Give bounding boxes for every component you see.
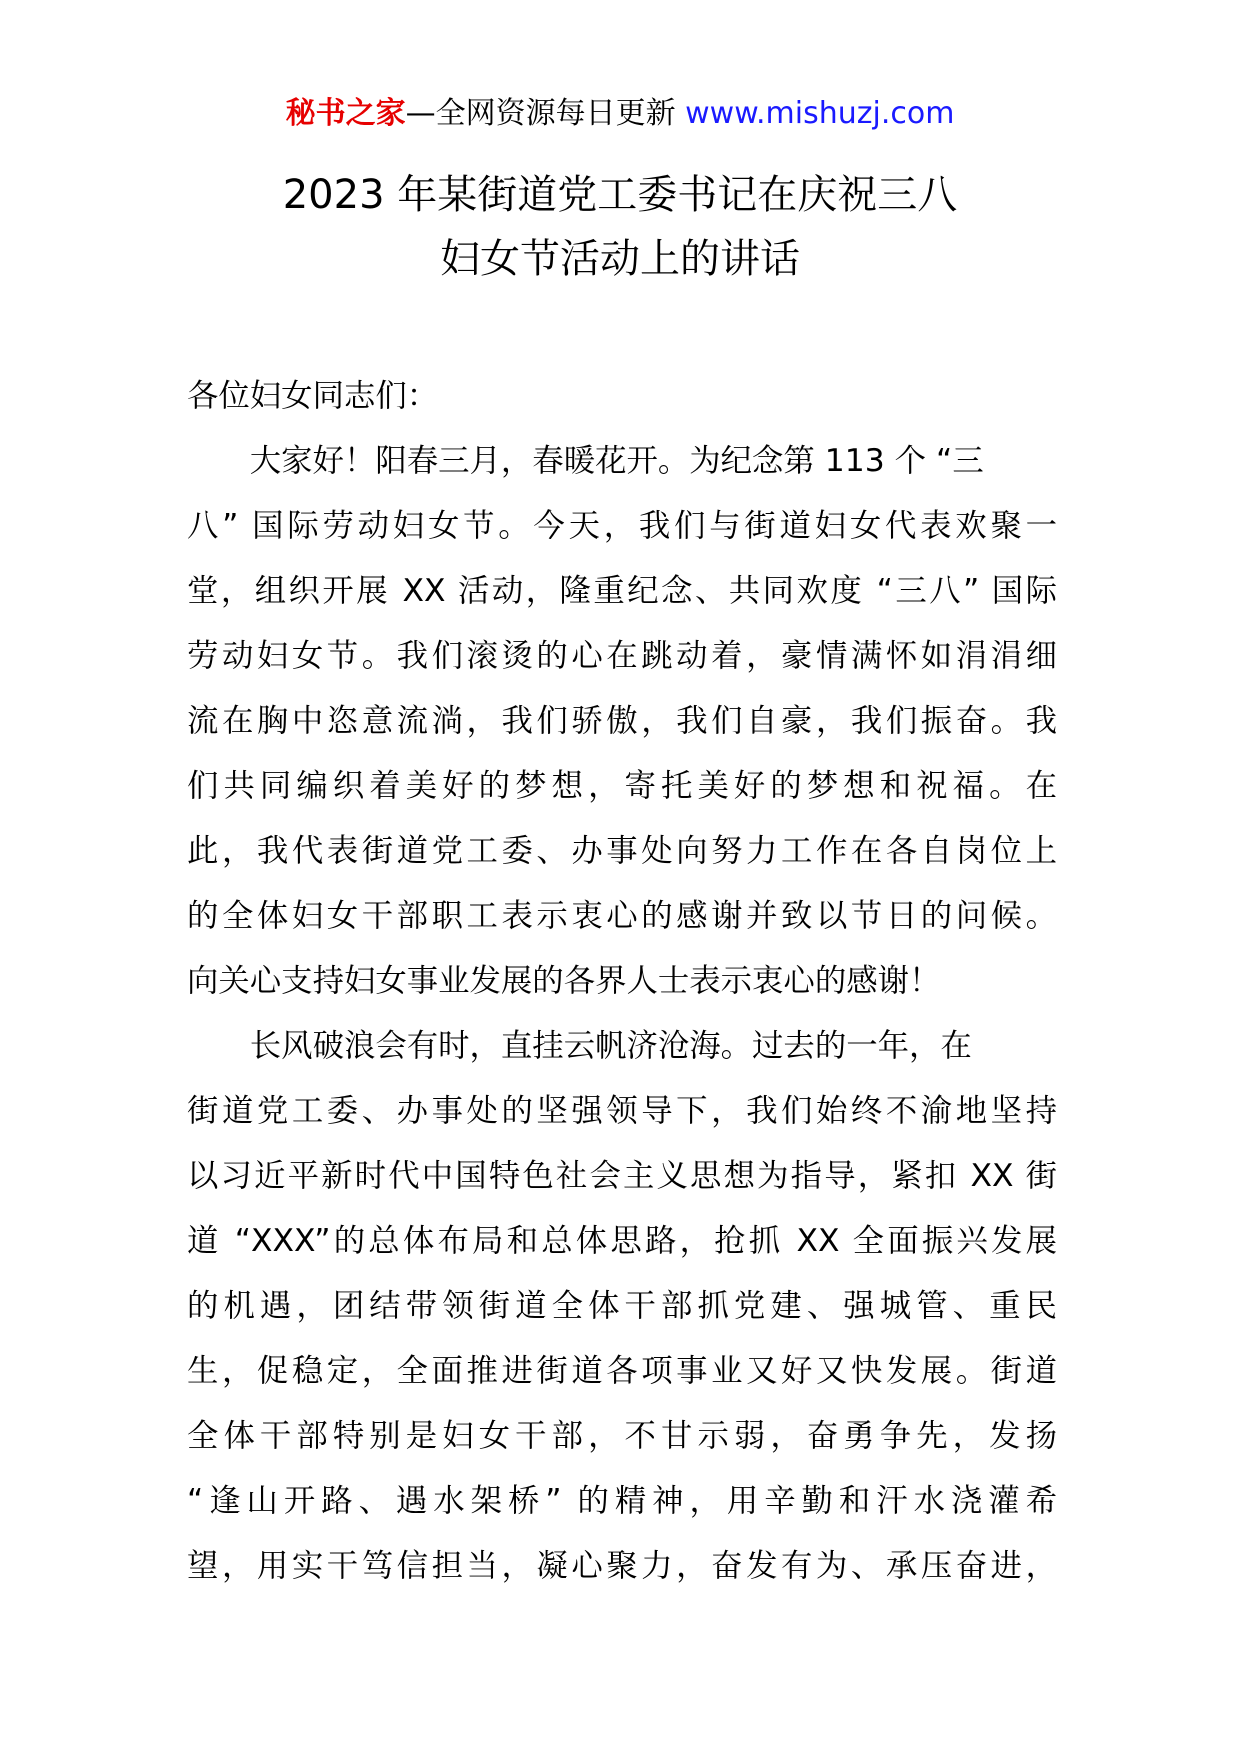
body-line: 堂，组织开展 XX 活动，隆重纪念、共同欢度 “三八” 国际 <box>187 573 1057 609</box>
title-line-2: 妇女节活动上的讲话 <box>440 236 800 282</box>
site-brand: 秘书之家 <box>285 96 406 131</box>
body-line: 的机遇，团结带领街道全体干部抓党建、强城管、重民 <box>187 1288 1057 1324</box>
body-line: 生，促稳定，全面推进街道各项事业又好又快发展。街道 <box>187 1353 1057 1389</box>
body-line: 的全体妇女干部职工表示衷心的感谢并致以节日的问候。 <box>187 898 1057 934</box>
document-body <box>187 364 1057 1599</box>
body-line: 大家好！阳春三月，春暖花开。为纪念第 113 个 “三 <box>187 443 984 479</box>
body-line: 全体干部特别是妇女干部，不甘示弱，奋勇争先，发扬 <box>187 1418 1057 1454</box>
body-line: 们共同编织着美好的梦想，寄托美好的梦想和祝福。在 <box>187 768 1057 804</box>
body-line: 此，我代表街道党工委、办事处向努力工作在各自岗位上 <box>187 833 1057 869</box>
body-line: 向关心支持妇女事业发展的各界人士表示衷心的感谢！ <box>187 963 941 999</box>
body-line: 长风破浪会有时，直挂云帆济沧海。过去的一年，在 <box>187 1028 972 1064</box>
body-line: 以习近平新时代中国特色社会主义思想为指导，紧扣 XX 街 <box>187 1158 1057 1194</box>
site-slogan: —全网资源每日更新 <box>405 96 686 131</box>
site-header <box>0 94 1240 134</box>
body-line: 八” 国际劳动妇女节。今天，我们与街道妇女代表欢聚一 <box>187 508 1057 544</box>
body-line: 流在胸中恣意流淌，我们骄傲，我们自豪，我们振奋。我 <box>187 703 1057 739</box>
site-url-link[interactable]: www.mishuzj.com <box>685 96 955 131</box>
body-line: 劳动妇女节。我们滚烫的心在跳动着，豪情满怀如涓涓细 <box>187 638 1057 674</box>
title-line-1: 2023 年某街道党工委书记在庆祝三八 <box>282 172 958 218</box>
body-line: 街道党工委、办事处的坚强领导下，我们始终不渝地坚持 <box>187 1093 1057 1129</box>
document-title <box>0 163 1240 291</box>
body-line: 道 “XXX”的总体布局和总体思路，抢抓 XX 全面振兴发展 <box>187 1223 1057 1259</box>
salutation: 各位妇女同志们： <box>187 378 439 414</box>
body-line: 望，用实干笃信担当，凝心聚力，奋发有为、承压奋进， <box>187 1548 1057 1584</box>
body-line: “逢山开路、遇水架桥” 的精神，用辛勤和汗水浇灌希 <box>187 1483 1057 1519</box>
